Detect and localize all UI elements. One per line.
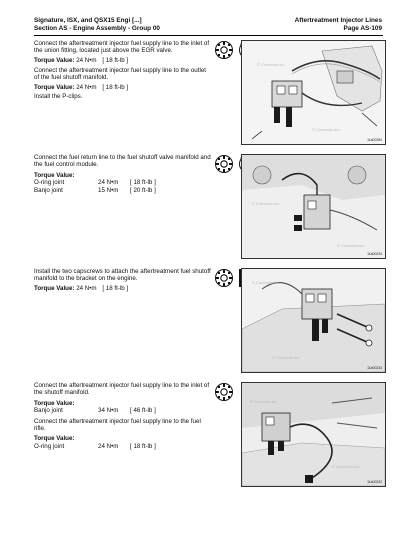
svg-text:© Cummins Inc.: © Cummins Inc. xyxy=(332,464,361,469)
figure-id: 11a00284 xyxy=(367,138,382,142)
torque-wrench-icon xyxy=(214,268,234,288)
section-title: Section AS - Engine Assembly - Group 00 xyxy=(34,24,160,32)
svg-text:© Cummins Inc.: © Cummins Inc. xyxy=(250,399,279,404)
torque-value: 15 N•m xyxy=(98,186,119,194)
torque-unit: [ 18 ft-lb ] xyxy=(130,179,156,187)
step-1-instruction-1: Connect the aftertreatment injector fuel supply line to the inlet of the union fitting, located just above the EGR valve. xyxy=(34,40,210,55)
joint-name: Banjo joint xyxy=(34,186,63,194)
joint-name: O-ring joint xyxy=(34,442,65,450)
figure-id: 11a00233 xyxy=(367,366,382,370)
torque-row-o-ring xyxy=(34,443,212,450)
torque-unit: [ 18 ft-lb ] xyxy=(102,57,129,64)
torque-label: Torque Value: xyxy=(34,435,75,443)
step-1-instruction-3: Install the P-clips. xyxy=(34,93,83,101)
step-4-instruction-1: Connect the aftertreatment injector fuel supply line to the inlet of the shutoff manifold. xyxy=(34,382,210,397)
torque-unit: [ 20 ft-lb ] xyxy=(130,186,156,194)
header-right xyxy=(295,17,382,32)
torque-wrench-icon xyxy=(214,382,234,402)
torque-label: Torque Value: xyxy=(34,285,75,292)
figure-step-4 xyxy=(241,382,386,487)
step-4-text xyxy=(34,382,212,450)
torque-wrench-icon xyxy=(214,40,234,60)
header-divider xyxy=(34,35,383,36)
svg-text:© Cummins Inc.: © Cummins Inc. xyxy=(252,280,281,285)
step-2-instruction: Connect the fuel return line to the fuel shutoff valve manifold and the fuel control module. xyxy=(34,154,211,169)
document-title: Signature, ISX, and QSX15 Engi [...] xyxy=(34,17,142,24)
torque-unit: [ 18 ft-lb ] xyxy=(130,442,156,450)
torque-value: 24 N•m xyxy=(76,83,97,91)
torque-unit: [ 18 ft-lb ] xyxy=(102,285,129,292)
svg-text:© Cummins Inc.: © Cummins Inc. xyxy=(312,127,341,132)
joint-name: O-ring joint xyxy=(34,179,65,187)
illustration-shutoff-manifold-capscrews xyxy=(242,269,385,372)
torque-value: 24 N•m xyxy=(98,442,119,450)
step-3-instruction: Install the two capscrews to attach the aftertreatment fuel shutoff manifold to the bracket on the engine. xyxy=(34,268,211,283)
figure-step-3 xyxy=(241,268,386,373)
torque-label: Torque Value: xyxy=(34,83,75,91)
step-1-torque-2 xyxy=(34,84,212,91)
svg-text:© Cummins Inc.: © Cummins Inc. xyxy=(272,355,301,360)
torque-label: Torque Value: xyxy=(34,57,75,64)
figure-id: 11a00232 xyxy=(367,480,382,484)
step-4-icons xyxy=(214,382,234,412)
step-1-instruction-2: Connect the aftertreatment injector fuel supply line to the outlet of the fuel shutoff manifold. xyxy=(34,66,206,81)
step-3-text xyxy=(34,268,212,295)
torque-row-o-ring xyxy=(34,179,212,186)
torque-value: 34 N•m xyxy=(98,407,119,415)
torque-value: 24 N•m xyxy=(76,57,97,64)
page-number: Page AS-109 xyxy=(343,24,382,32)
step-4-instruction-2: Connect the aftertreatment injector fuel supply line to the fuel rifle. xyxy=(34,417,201,433)
torque-wrench-icon xyxy=(214,154,234,174)
torque-value: 24 N•m xyxy=(76,285,97,292)
step-1-text xyxy=(34,40,212,103)
svg-text:© Cummins Inc.: © Cummins Inc. xyxy=(252,201,281,206)
joint-name: Banjo joint xyxy=(34,407,63,415)
torque-label: Torque Value: xyxy=(34,171,75,179)
torque-row-banjo xyxy=(34,187,212,194)
header-left xyxy=(34,17,160,32)
torque-label: Torque Value: xyxy=(34,399,75,407)
figure-id: 11a00234 xyxy=(367,252,382,256)
illustration-fuel-rifle-connection xyxy=(242,383,385,486)
figure-step-2 xyxy=(241,154,386,259)
illustration-fuel-supply-line xyxy=(242,41,385,144)
illustration-fuel-return-line xyxy=(242,155,385,258)
step-2-text xyxy=(34,154,212,194)
torque-unit: [ 46 ft-lb ] xyxy=(130,407,156,415)
step-1-torque-1 xyxy=(34,57,212,64)
torque-value: 24 N•m xyxy=(98,179,119,187)
torque-row-banjo xyxy=(34,407,212,414)
topic-title: Aftertreatment Injector Lines xyxy=(294,17,382,24)
figure-step-1 xyxy=(241,40,386,145)
torque-unit: [ 18 ft-lb ] xyxy=(102,83,129,91)
step-3-torque xyxy=(34,285,212,292)
svg-text:© Cummins Inc.: © Cummins Inc. xyxy=(257,62,286,67)
svg-text:© Cummins Inc.: © Cummins Inc. xyxy=(337,243,366,248)
